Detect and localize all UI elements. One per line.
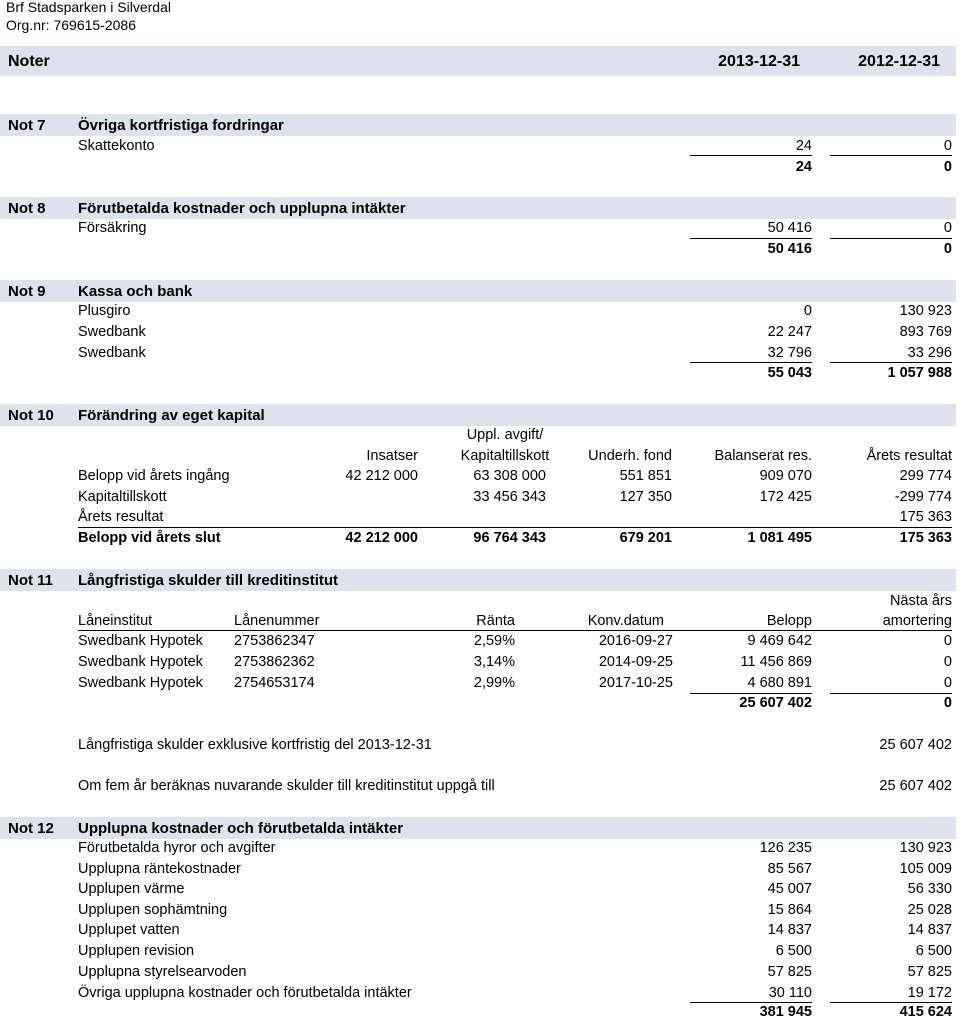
not12-row-v2: 57 825 xyxy=(907,964,952,980)
not10-row-c4: 909 070 xyxy=(759,468,812,484)
not8-underline-2 xyxy=(830,238,952,239)
not12-sum-v1: 381 945 xyxy=(759,1004,812,1020)
not10-col-insatser: Insatser xyxy=(366,448,418,464)
not10-col-uppl-line1: Uppl. avgift/ xyxy=(466,427,544,443)
not7-sum-v2: 0 xyxy=(943,159,952,175)
not12-row-name: Upplupet vatten xyxy=(78,922,180,938)
not12-row-v2: 105 009 xyxy=(899,861,952,877)
not7-title: Övriga kortfristiga fordringar xyxy=(78,117,284,134)
not8-row-v1: 50 416 xyxy=(767,220,812,236)
not10-col-arets: Årets resultat xyxy=(866,448,952,464)
not10-total-name: Belopp vid årets slut xyxy=(78,530,221,546)
not12-row-v1: 30 110 xyxy=(768,985,812,1001)
not9-row-v1: 22 247 xyxy=(767,324,812,340)
not11-row-amort: 0 xyxy=(943,675,952,691)
not8-label: Not 8 xyxy=(8,200,46,217)
not8-sum-v1: 50 416 xyxy=(767,241,812,257)
not11-five-label: Om fem år beräknas nuvarande skulder till kreditinstitut uppgå till xyxy=(78,778,495,794)
not8-sum-v2: 0 xyxy=(943,241,952,257)
not12-row-v1: 6 500 xyxy=(775,943,812,959)
not9-row-name: Plusgiro xyxy=(78,303,131,319)
not11-row-nr: 2753862362 xyxy=(234,654,315,670)
not11-row-ranta: 2,59% xyxy=(473,633,515,649)
not9-row-name: Swedbank xyxy=(78,324,146,340)
not11-title: Långfristiga skulder till kreditinstitut xyxy=(78,572,339,589)
not10-row-c4: 172 425 xyxy=(759,489,812,505)
not8-title: Förutbetalda kostnader och upplupna intäkter xyxy=(78,200,406,217)
not11-row-ranta: 2,99% xyxy=(473,675,515,691)
not9-label: Not 9 xyxy=(8,283,46,300)
not11-row-belopp: 4 680 891 xyxy=(747,675,812,691)
not11-col-nasta-line1: Nästa års xyxy=(889,593,952,609)
not12-row-name: Upplupen revision xyxy=(78,943,195,959)
not7-row-name: Skattekonto xyxy=(78,138,155,154)
not12-row-v1: 45 007 xyxy=(767,881,812,897)
not8-underline-1 xyxy=(690,238,812,239)
not10-row-c2: 63 308 000 xyxy=(473,468,546,484)
not10-total-c5: 175 363 xyxy=(899,530,952,546)
not12-row-v2: 25 028 xyxy=(907,902,952,918)
not10-row-c5: 299 774 xyxy=(899,468,952,484)
not12-row-v1: 85 567 xyxy=(767,861,812,877)
not12-row-v1: 57 825 xyxy=(767,964,812,980)
not9-row-v1: 32 796 xyxy=(767,345,812,361)
not7-sum-v1: 24 xyxy=(795,159,812,175)
not11-five-value: 25 607 402 xyxy=(879,778,952,794)
not11-excl-label: Långfristiga skulder exklusive kortfristig del 2013-12-31 xyxy=(78,737,432,753)
not12-row-v2: 14 837 xyxy=(907,922,952,938)
not10-total-c3: 679 201 xyxy=(619,530,672,546)
not7-underline-1 xyxy=(690,155,812,156)
not9-row-v2: 893 769 xyxy=(899,324,952,340)
not10-row-c3: 127 350 xyxy=(619,489,672,505)
not8-row-v2: 0 xyxy=(943,220,952,236)
not12-title: Upplupna kostnader och förutbetalda intäkter xyxy=(78,820,404,837)
not12-row-v1: 14 837 xyxy=(767,922,812,938)
not11-col-nasta-line2: amortering xyxy=(882,613,952,629)
not7-underline-2 xyxy=(830,155,952,156)
not7-row-v2: 0 xyxy=(943,138,952,154)
not12-row-name: Upplupen värme xyxy=(78,881,185,897)
not12-sum-v2: 415 624 xyxy=(899,1004,952,1020)
not9-row-v2: 130 923 xyxy=(899,303,952,319)
not10-row-name: Årets resultat xyxy=(78,509,164,525)
not10-row-c2: 33 456 343 xyxy=(473,489,546,505)
not9-underline-1 xyxy=(690,362,812,363)
not11-row-amort: 0 xyxy=(943,633,952,649)
not10-row-c5: -299 774 xyxy=(894,489,952,505)
org-number: Org.nr: 769615-2086 xyxy=(6,17,136,33)
not10-row-c3: 551 851 xyxy=(619,468,672,484)
not10-total-c1: 42 212 000 xyxy=(345,530,418,546)
not9-row-name: Swedbank xyxy=(78,345,146,361)
not11-row-konv: 2017-10-25 xyxy=(598,675,673,691)
not10-row-c5: 175 363 xyxy=(899,509,952,525)
not10-label: Not 10 xyxy=(8,407,54,424)
not10-total-line xyxy=(78,527,952,528)
not11-sum-amort: 0 xyxy=(943,695,952,711)
not12-row-name: Upplupen sophämtning xyxy=(78,902,228,918)
not12-label: Not 12 xyxy=(8,820,54,837)
not10-title: Förändring av eget kapital xyxy=(78,407,265,424)
not10-col-underh: Underh. fond xyxy=(588,448,672,464)
not12-row-name: Upplupna styrelsearvoden xyxy=(78,964,247,980)
not11-col-belopp: Belopp xyxy=(766,613,812,629)
col2-header: 2012-12-31 xyxy=(858,53,940,70)
not10-col-balanserat: Balanserat res. xyxy=(714,448,812,464)
not11-header-line xyxy=(78,630,952,631)
not12-row-v1: 15 864 xyxy=(767,902,812,918)
col1-header: 2013-12-31 xyxy=(718,53,800,70)
not10-row-c1: 42 212 000 xyxy=(345,468,418,484)
not10-row-name: Belopp vid årets ingång xyxy=(78,468,230,484)
not12-row-v2: 130 923 xyxy=(899,840,952,856)
not11-col-institut: Låneinstitut xyxy=(78,613,153,629)
not7-label: Not 7 xyxy=(8,117,46,134)
not12-row-v1: 126 235 xyxy=(759,840,812,856)
not7-row-v1: 24 xyxy=(795,138,812,154)
not11-row-nr: 2754653174 xyxy=(234,675,315,691)
not9-underline-2 xyxy=(830,362,952,363)
not10-row-name: Kapitaltillskott xyxy=(78,489,167,505)
not11-row-konv: 2014-09-25 xyxy=(598,654,673,670)
not11-col-nummer: Lånenummer xyxy=(234,613,320,629)
not12-row-v2: 6 500 xyxy=(915,943,952,959)
not9-row-v2: 33 296 xyxy=(907,345,952,361)
not11-label: Not 11 xyxy=(8,572,54,589)
not12-row-v2: 56 330 xyxy=(907,881,952,897)
not10-total-c4: 1 081 495 xyxy=(747,530,812,546)
not11-row-nr: 2753862347 xyxy=(234,633,315,649)
not11-row-belopp: 9 469 642 xyxy=(747,633,812,649)
not9-sum-v2: 1 057 988 xyxy=(887,365,952,381)
not12-row-name: Övriga upplupna kostnader och förutbetalda intäkter xyxy=(78,985,412,1001)
not10-total-c2: 96 764 343 xyxy=(473,530,546,546)
org-name: Brf Stadsparken i Silverdal xyxy=(6,0,171,15)
not11-row-inst: Swedbank Hypotek xyxy=(78,675,203,691)
not11-row-amort: 0 xyxy=(943,654,952,670)
not11-row-inst: Swedbank Hypotek xyxy=(78,633,203,649)
not9-row-v1: 0 xyxy=(803,303,812,319)
not11-row-ranta: 3,14% xyxy=(473,654,515,670)
not12-row-name: Förutbetalda hyror och avgifter xyxy=(78,840,276,856)
not11-row-inst: Swedbank Hypotek xyxy=(78,654,203,670)
not12-row-v2: 19 172 xyxy=(907,985,952,1001)
not11-row-konv: 2016-09-27 xyxy=(598,633,673,649)
not11-col-konv: Konv.datum xyxy=(587,613,664,629)
not11-col-ranta: Ränta xyxy=(476,613,515,629)
page-title: Noter xyxy=(8,53,50,70)
not11-excl-value: 25 607 402 xyxy=(879,737,952,753)
not11-sum-belopp: 25 607 402 xyxy=(739,695,812,711)
not9-sum-v1: 55 043 xyxy=(767,365,812,381)
not9-title: Kassa och bank xyxy=(78,283,193,300)
not12-row-name: Upplupna räntekostnader xyxy=(78,861,241,877)
not8-row-name: Försäkring xyxy=(78,220,147,236)
not11-row-belopp: 11 456 869 xyxy=(740,654,812,670)
not10-col-uppl-line2: Kapitaltillskott xyxy=(460,448,550,464)
